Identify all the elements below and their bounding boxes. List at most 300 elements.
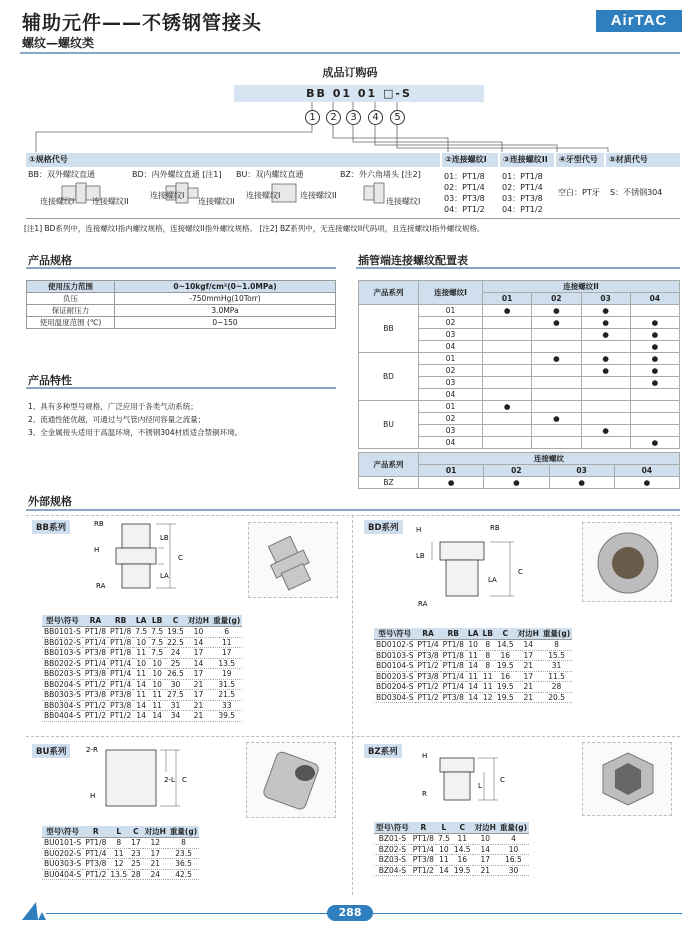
bu-cell: 11 bbox=[108, 848, 129, 859]
bb-drawing bbox=[86, 516, 196, 598]
bz-cell: 11 bbox=[436, 855, 452, 866]
bz-cell: 16 bbox=[452, 855, 473, 866]
cfg-thread: 01 bbox=[419, 353, 483, 365]
cfg-h-series: 产品系列 bbox=[359, 281, 419, 305]
bd-cell: BD0203-S bbox=[376, 671, 414, 681]
bu-photo bbox=[246, 742, 336, 818]
bb-cell: 21 bbox=[186, 700, 211, 711]
svg-text:RB: RB bbox=[94, 520, 104, 528]
bu-row bbox=[42, 838, 199, 849]
bd-cell: PT1/2 bbox=[417, 661, 439, 671]
bz-drawing bbox=[416, 748, 516, 810]
bz-head: L bbox=[436, 822, 452, 834]
bz-row bbox=[374, 844, 529, 855]
bz-cell: BZ04-S bbox=[374, 865, 411, 876]
bb-head: 型号\符号 bbox=[42, 615, 83, 627]
cfg-thread: 01 bbox=[419, 305, 483, 317]
bz-row bbox=[374, 865, 529, 876]
cfg-series: BB bbox=[359, 305, 419, 353]
cfg-col: 01 bbox=[483, 293, 532, 305]
bb-cell: PT3/8 bbox=[110, 690, 132, 700]
cfg-thread: 04 bbox=[419, 341, 483, 353]
bb-row bbox=[42, 627, 242, 638]
config-divider bbox=[356, 267, 680, 269]
cfg-h-t2: 连接螺纹II bbox=[483, 281, 680, 293]
bu-cell: 17 bbox=[131, 838, 141, 848]
bb-row bbox=[42, 679, 242, 690]
order-code: BB 01 01 □-S bbox=[234, 85, 484, 102]
bb-cell: 11 bbox=[149, 690, 165, 701]
bb-cell: 7.5 bbox=[151, 637, 164, 647]
cfg-dot: ● bbox=[581, 305, 630, 317]
bd-cell: 28 bbox=[541, 682, 572, 693]
bz-row bbox=[374, 855, 529, 866]
bz-cell: 4 bbox=[498, 834, 529, 845]
cfg-thread: 03 bbox=[419, 425, 483, 437]
bz-head: C bbox=[452, 822, 473, 834]
cfg-dot: ● bbox=[483, 401, 532, 413]
bd-table bbox=[374, 628, 572, 703]
cfg-empty bbox=[581, 377, 630, 389]
cfg-empty bbox=[483, 413, 532, 425]
bd-row bbox=[374, 661, 572, 672]
svg-text:H: H bbox=[94, 546, 100, 554]
bz-cell: 7.5 bbox=[437, 834, 450, 844]
bb-head: RA bbox=[83, 615, 108, 627]
bb-cell: 34 bbox=[165, 711, 186, 722]
bb-cell: PT1/2 bbox=[84, 700, 107, 710]
bb-cell: 19 bbox=[211, 669, 242, 680]
bd-cell: BD0103-S bbox=[376, 650, 414, 660]
bb-row bbox=[42, 690, 242, 701]
bz-cell: 19.5 bbox=[453, 865, 471, 875]
order-code-title: 成品订购码 bbox=[322, 66, 378, 79]
cfg-empty bbox=[630, 401, 679, 413]
bu-cell: PT1/4 bbox=[85, 848, 107, 858]
bz-head: R bbox=[411, 822, 436, 834]
svg-text:H: H bbox=[90, 792, 96, 800]
bb-cell: 10 bbox=[149, 669, 165, 680]
bb-cell: PT1/8 bbox=[110, 627, 132, 637]
cfg-row bbox=[359, 305, 680, 317]
bb-cell: BB0102-S bbox=[44, 637, 81, 647]
cfg-col: 02 bbox=[532, 293, 581, 305]
cfg-dot: ● bbox=[532, 305, 581, 317]
bd-cell: 19.5 bbox=[496, 692, 514, 702]
cfg-empty bbox=[483, 329, 532, 341]
bd-cell: 8 bbox=[480, 640, 495, 651]
bb-head: LA bbox=[133, 615, 149, 627]
bd-cell: 11 bbox=[466, 671, 481, 682]
bz-cell: BZ03-S bbox=[374, 855, 411, 866]
bu-head: C bbox=[129, 826, 143, 838]
bd-head: RB bbox=[441, 628, 466, 640]
bu-head: 对边H bbox=[144, 827, 166, 836]
bb-head: C bbox=[165, 615, 186, 627]
cfg-h-t1: 连接螺纹I bbox=[419, 281, 483, 305]
bz-config-table bbox=[358, 452, 680, 489]
bb-cell: PT1/8 bbox=[110, 648, 132, 658]
bu-cell: 23.5 bbox=[168, 848, 199, 859]
bb-cell: PT3/8 bbox=[84, 669, 107, 679]
svg-text:L: L bbox=[478, 782, 482, 790]
cfg-empty bbox=[630, 389, 679, 401]
cfg-dot: ● bbox=[581, 317, 630, 329]
config-title: 插管端连接螺纹配置表 bbox=[358, 254, 468, 267]
bb-table bbox=[42, 615, 242, 722]
brand-logo: AirTAC bbox=[596, 10, 682, 32]
bb-cell: 13.5 bbox=[211, 658, 242, 669]
cfg-dot: ● bbox=[581, 365, 630, 377]
svg-text:LA: LA bbox=[160, 572, 169, 580]
bb-cell: PT1/4 bbox=[84, 637, 107, 647]
bb-row bbox=[42, 669, 242, 680]
bz-cell: 14 bbox=[436, 865, 452, 876]
code-circle-1: 1 bbox=[305, 110, 320, 125]
cfg-empty bbox=[532, 401, 581, 413]
cfg-empty bbox=[532, 377, 581, 389]
bb-cell: 24 bbox=[165, 648, 186, 659]
cfg-empty bbox=[483, 425, 532, 437]
bd-cell: 15.5 bbox=[541, 650, 572, 661]
bb-cell: 31 bbox=[165, 700, 186, 711]
bd-cell: 14 bbox=[516, 640, 541, 651]
bu-cell: 21 bbox=[143, 859, 168, 870]
order-note: [注1] BD系列中，连接螺纹I指内螺纹规格，连接螺纹II指外螺纹规格。 [注2] BZ系列中，无连接螺纹II代码项，且连接螺纹I指外螺纹规格。 bbox=[24, 224, 485, 233]
bd-row bbox=[374, 640, 572, 651]
bb-cell: 21 bbox=[186, 679, 211, 690]
type-bu: BU：双内螺纹直通 bbox=[236, 170, 304, 179]
spec-title: 产品规格 bbox=[28, 254, 72, 267]
bz-head: 型号\符号 bbox=[376, 823, 409, 832]
cfg-empty bbox=[630, 413, 679, 425]
bu-head: R bbox=[83, 826, 108, 838]
bd-cell: PT3/8 bbox=[417, 650, 439, 660]
bu-cell: 24 bbox=[143, 869, 168, 880]
bu-cell: 8 bbox=[108, 838, 129, 849]
bb-cell: 11 bbox=[133, 690, 149, 701]
bb-cell: 10 bbox=[133, 637, 149, 648]
cfg-col: 03 bbox=[581, 293, 630, 305]
svg-text:2-L: 2-L bbox=[164, 776, 175, 784]
bd-cell: 11.5 bbox=[541, 671, 572, 682]
spec-table: 使用压力范围 0~10kgf/cm²(0~1.0MPa) 负压 -750mmHg(10Torr) 保证耐压力 3.0MPa 使用温度范围 (℃) 0~150 bbox=[26, 280, 336, 329]
svg-text:C: C bbox=[178, 554, 183, 562]
cfg-series: BD bbox=[359, 353, 419, 401]
type-bz: BZ：外六角堵头 [注2] bbox=[340, 170, 421, 179]
svg-text:LA: LA bbox=[488, 576, 497, 584]
bd-cell: 11 bbox=[480, 671, 495, 682]
bz-cell: 14 bbox=[473, 844, 498, 855]
bb-cell: PT1/2 bbox=[84, 679, 107, 689]
bd-conn1: 连接螺纹I bbox=[150, 191, 185, 200]
cfg-empty bbox=[532, 437, 581, 449]
bd-cell: 16 bbox=[495, 650, 516, 661]
cfg-dot: ● bbox=[630, 353, 679, 365]
cfg-empty bbox=[581, 341, 630, 353]
bb-cell: PT1/4 bbox=[110, 679, 132, 689]
bb-cell: BB0303-S bbox=[44, 690, 81, 700]
bz-head: 重量(g) bbox=[499, 823, 528, 832]
cfg-thread: 04 bbox=[419, 437, 483, 449]
svg-text:2-R: 2-R bbox=[86, 746, 98, 754]
bb-cell: PT3/8 bbox=[84, 690, 107, 700]
bz-h-thread: 连接螺纹 bbox=[419, 453, 680, 465]
bb-cell: 21 bbox=[186, 711, 211, 722]
cfg-dot: ● bbox=[581, 425, 630, 437]
cfg-series: BU bbox=[359, 401, 419, 449]
bb-cell: PT1/8 bbox=[84, 627, 107, 637]
bb-cell: 17 bbox=[186, 690, 211, 701]
cfg-thread: 02 bbox=[419, 413, 483, 425]
bz-cell: 14.5 bbox=[453, 844, 471, 854]
cfg-empty bbox=[581, 437, 630, 449]
bd-cell: 8 bbox=[480, 650, 495, 661]
bb-cell: PT1/2 bbox=[110, 711, 132, 721]
bz-col: 01 bbox=[419, 465, 484, 477]
bd-series-label: BD系列 bbox=[364, 520, 403, 534]
legend-spec-header: ①规格代号 bbox=[26, 153, 440, 167]
bd-cell: BD0102-S bbox=[376, 640, 414, 650]
bd-cell: 14 bbox=[466, 661, 481, 672]
bb-cell: 22.5 bbox=[167, 637, 184, 647]
bz-cell: PT1/4 bbox=[412, 844, 434, 854]
legend-thread1-header: ②连接螺纹I bbox=[442, 153, 498, 167]
bd-cell: 12 bbox=[480, 692, 495, 703]
bz-cell: 10 bbox=[473, 834, 498, 845]
bz-cell: 10 bbox=[498, 844, 529, 855]
bz-cell: 11 bbox=[452, 834, 473, 845]
svg-text:C: C bbox=[518, 568, 523, 576]
ext-border-row bbox=[26, 736, 680, 737]
bb-cell: 10 bbox=[149, 679, 165, 690]
bb-head: 重量(g) bbox=[213, 616, 241, 625]
bb-row bbox=[42, 711, 242, 722]
bb-conn2: 连接螺纹II bbox=[92, 197, 129, 206]
bb-cell: 31.5 bbox=[211, 679, 242, 690]
svg-text:C: C bbox=[182, 776, 187, 784]
cfg-empty bbox=[483, 353, 532, 365]
bd-cell: 21 bbox=[516, 661, 541, 672]
header-divider bbox=[20, 52, 680, 54]
cfg-empty bbox=[532, 329, 581, 341]
svg-text:RA: RA bbox=[96, 582, 106, 590]
spec-divider bbox=[26, 267, 336, 269]
bu-cell: BU0101-S bbox=[44, 838, 82, 848]
cfg-dot: ● bbox=[532, 413, 581, 425]
bb-cell: 10 bbox=[149, 658, 165, 669]
type-bd: BD：内外螺纹直通 [注1] bbox=[132, 170, 222, 179]
cfg-dot: ● bbox=[483, 305, 532, 317]
bd-cell: 11 bbox=[466, 650, 481, 661]
bd-cell: 16 bbox=[495, 671, 516, 682]
bb-cell: 17 bbox=[211, 648, 242, 659]
bb-cell: 25 bbox=[165, 658, 186, 669]
svg-text:C: C bbox=[500, 776, 505, 784]
bd-head: LA bbox=[467, 629, 479, 638]
page-subtitle: 螺纹—螺纹类 bbox=[22, 36, 95, 50]
bd-row bbox=[374, 682, 572, 693]
bz-col: 02 bbox=[484, 465, 549, 477]
type-bb: BB：双外螺纹直通 bbox=[28, 170, 95, 179]
cfg-dot: ● bbox=[630, 437, 679, 449]
legend-tooth-header: ④牙型代号 bbox=[556, 153, 604, 167]
code-circle-5: 5 bbox=[390, 110, 405, 125]
bd-head: 型号\符号 bbox=[374, 628, 415, 640]
bu-cell: 17 bbox=[143, 848, 168, 859]
bd-cell: PT3/8 bbox=[417, 671, 439, 681]
bb-cell: PT1/4 bbox=[84, 658, 107, 668]
bu-series-label: BU系列 bbox=[32, 744, 70, 758]
bu-head: L bbox=[108, 826, 129, 838]
cfg-row bbox=[359, 353, 680, 365]
bb-cell: 7.5 bbox=[151, 627, 164, 637]
bb-cell: BB0203-S bbox=[44, 669, 81, 679]
bd-cell: BD0104-S bbox=[376, 661, 414, 671]
bb-cell: BB0304-S bbox=[44, 700, 81, 710]
bb-cell: 10 bbox=[133, 658, 149, 669]
bb-cell: 17 bbox=[186, 669, 211, 680]
bu-table bbox=[42, 826, 199, 880]
bz-photo bbox=[582, 742, 672, 816]
bb-cell: 7.5 bbox=[151, 648, 164, 658]
thread1-list: 01：PT1/8 02：PT1/4 03：PT3/8 04：PT1/2 bbox=[444, 172, 485, 214]
cfg-thread: 01 bbox=[419, 401, 483, 413]
bd-cell: 21 bbox=[516, 682, 541, 693]
svg-text:LB: LB bbox=[160, 534, 169, 542]
bz-cell: 17 bbox=[473, 855, 498, 866]
bd-row bbox=[374, 692, 572, 703]
bb-head: 对边H bbox=[187, 616, 210, 625]
cfg-dot: ● bbox=[581, 353, 630, 365]
bu-cell: PT1/8 bbox=[85, 838, 107, 848]
svg-text:LB: LB bbox=[416, 552, 425, 560]
bd-head: C bbox=[495, 628, 516, 640]
cfg-empty bbox=[532, 365, 581, 377]
bu-drawing bbox=[80, 742, 200, 812]
cfg-empty bbox=[483, 389, 532, 401]
bu-cell: 42.5 bbox=[168, 869, 199, 880]
bd-conn2: 连接螺纹II bbox=[198, 197, 235, 206]
bb-cell: 14 bbox=[149, 711, 165, 722]
bz-table bbox=[374, 822, 529, 876]
bu-cell: BU0404-S bbox=[44, 869, 82, 879]
bz-h-series: 产品系列 bbox=[359, 453, 419, 477]
order-leader-lines bbox=[0, 100, 700, 160]
bd-cell: PT1/2 bbox=[417, 692, 439, 702]
bd-drawing bbox=[400, 518, 540, 610]
cfg-row bbox=[359, 401, 680, 413]
bd-cell: PT3/8 bbox=[442, 692, 464, 702]
bd-cell: 8 bbox=[480, 661, 495, 672]
bd-cell: PT1/4 bbox=[417, 640, 439, 650]
bb-row bbox=[42, 648, 242, 659]
bb-cell: PT1/4 bbox=[110, 658, 132, 668]
cfg-empty bbox=[483, 437, 532, 449]
cfg-thread: 02 bbox=[419, 365, 483, 377]
cfg-thread: 03 bbox=[419, 329, 483, 341]
code-circle-3: 3 bbox=[346, 110, 361, 125]
bb-cell: PT1/2 bbox=[84, 711, 107, 721]
bb-cell: 14 bbox=[133, 679, 149, 690]
bd-cell: 19.5 bbox=[496, 661, 514, 671]
bb-conn1: 连接螺纹I bbox=[40, 197, 75, 206]
cfg-empty bbox=[581, 401, 630, 413]
bz-cell: 10 bbox=[436, 844, 452, 855]
material-code: S：不锈钢304 bbox=[610, 188, 663, 197]
svg-text:H: H bbox=[416, 526, 422, 534]
cfg-empty bbox=[581, 389, 630, 401]
bd-cell: 19.5 bbox=[496, 682, 514, 692]
svg-text:RA: RA bbox=[418, 600, 428, 608]
tooth-code: 空白：PT牙 bbox=[558, 188, 600, 197]
config-table bbox=[358, 280, 680, 449]
bu-cell: 12 bbox=[108, 859, 129, 870]
bz-dot: ● bbox=[484, 477, 549, 489]
bb-cell: 10 bbox=[186, 627, 211, 638]
bd-cell: 20.5 bbox=[541, 692, 572, 703]
bz-series: BZ bbox=[359, 477, 419, 489]
cfg-dot: ● bbox=[630, 365, 679, 377]
cfg-dot: ● bbox=[630, 317, 679, 329]
cfg-dot: ● bbox=[630, 341, 679, 353]
bb-cell: 6 bbox=[211, 627, 242, 638]
bu-row bbox=[42, 859, 199, 870]
footer-logo-icon bbox=[20, 900, 48, 922]
bd-cell: 31 bbox=[541, 661, 572, 672]
bd-head: RA bbox=[415, 628, 440, 640]
bb-cell: 7.5 bbox=[135, 627, 148, 637]
bd-cell: PT1/8 bbox=[442, 650, 464, 660]
bu-cell: 8 bbox=[168, 838, 199, 849]
cfg-empty bbox=[532, 425, 581, 437]
bu-head: 型号\符号 bbox=[42, 826, 83, 838]
bu-cell: PT3/8 bbox=[85, 859, 107, 869]
cfg-empty bbox=[483, 365, 532, 377]
bu-cell: 25 bbox=[131, 859, 141, 869]
bd-row bbox=[374, 671, 572, 682]
bu-conn1: 连接螺纹I bbox=[246, 191, 281, 200]
bd-cell: 14 bbox=[466, 682, 481, 693]
bz-head: 对边H bbox=[474, 823, 496, 832]
bb-head: RB bbox=[108, 615, 133, 627]
cfg-dot: ● bbox=[532, 353, 581, 365]
bz-cell: 21 bbox=[473, 865, 498, 876]
bb-cell: PT3/8 bbox=[110, 700, 132, 710]
bz-col: 04 bbox=[614, 465, 679, 477]
page-title: 辅助元件——不锈钢管接头 bbox=[22, 12, 263, 34]
svg-text:H: H bbox=[422, 752, 428, 760]
bu-cell: BU0303-S bbox=[44, 859, 82, 869]
features-title: 产品特性 bbox=[28, 374, 72, 387]
bb-cell: PT1/8 bbox=[110, 637, 132, 647]
cfg-empty bbox=[630, 425, 679, 437]
bd-cell: 14 bbox=[466, 692, 481, 703]
bb-cell: 19.5 bbox=[167, 627, 184, 637]
cfg-dot: ● bbox=[532, 317, 581, 329]
bz-cell: 16.5 bbox=[498, 855, 529, 866]
cfg-empty bbox=[483, 377, 532, 389]
features-list: 1、具有多种型号规格，广泛应用于各类气动系统； 2、流通性能优越，可通过与气管内径同容量之流量； 3、全金属接头适用于高温环境，不锈钢304材质适合禁铜环境。 bbox=[28, 402, 243, 437]
bd-cell: BD0204-S bbox=[376, 682, 414, 692]
bd-cell: 11 bbox=[480, 682, 495, 693]
bd-photo bbox=[582, 522, 672, 602]
bu-cell: 13.5 bbox=[110, 869, 128, 879]
cfg-col: 04 bbox=[630, 293, 679, 305]
cfg-empty bbox=[483, 317, 532, 329]
bz-dot: ● bbox=[614, 477, 679, 489]
bb-cell: 33 bbox=[211, 700, 242, 711]
